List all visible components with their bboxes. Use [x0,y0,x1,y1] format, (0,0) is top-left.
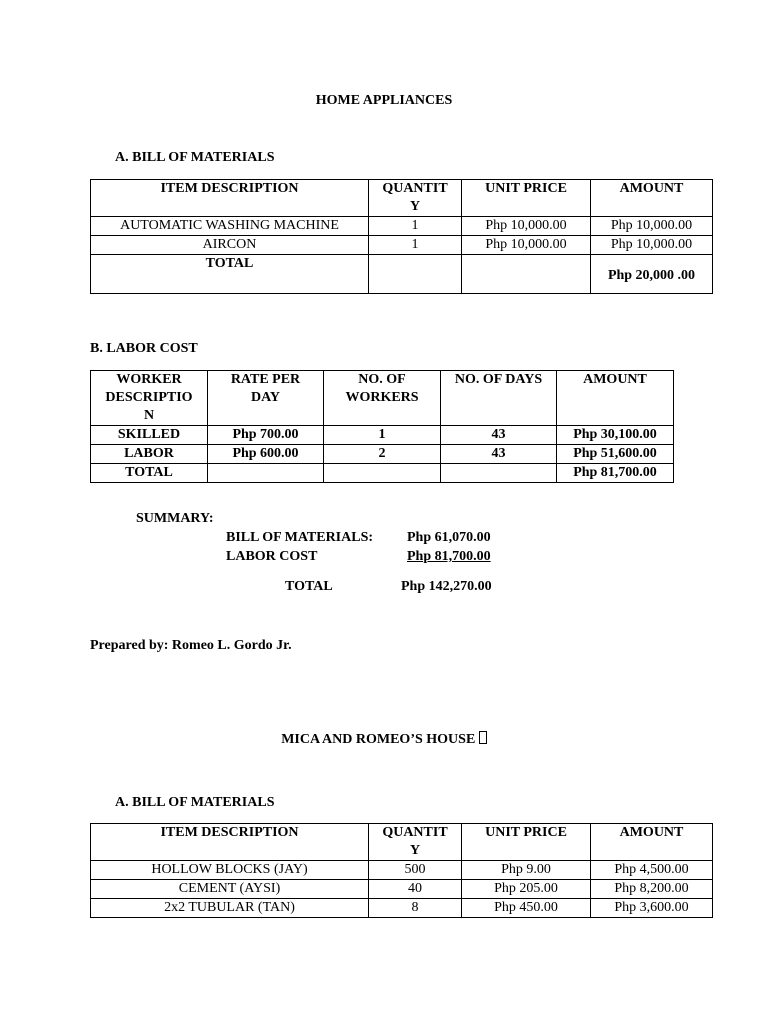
table-row [91,861,713,880]
page-title [0,731,768,748]
cell-unit-price: Php 10,000.00 [462,236,591,255]
labor-cost-table [90,370,674,483]
cell-item: HOLLOW BLOCKS (JAY) [91,861,369,880]
table-total-row [91,464,674,483]
empty-cell [324,464,441,483]
summary-bom-value: Php 61,070.00 [407,530,491,545]
total-label: TOTAL [91,255,369,294]
table-total-row [91,255,713,294]
table-row [91,236,713,255]
table-row [91,217,713,236]
cell-days: 43 [441,426,557,445]
cell-item: AIRCON [91,236,369,255]
header-item-description: ITEM DESCRIPTION [91,180,369,217]
header-unit-price: UNIT PRICE [462,824,591,861]
total-amount: Php 81,700.00 [557,464,674,483]
cell-quantity: 1 [369,236,462,255]
missing-glyph-icon [479,731,487,744]
cell-unit-price: Php 9.00 [462,861,591,880]
header-amount: AMOUNT [591,824,713,861]
bill-of-materials-table [90,823,713,918]
cell-unit-price: Php 10,000.00 [462,217,591,236]
summary-label: SUMMARY: [136,511,214,526]
section-heading-labor-cost: B. LABOR COST [90,341,198,356]
cell-worker: SKILLED [91,426,208,445]
section-heading-bill-of-materials: A. BILL OF MATERIALS [115,795,275,810]
cell-item: CEMENT (AYSI) [91,880,369,899]
bill-of-materials-table [90,179,713,294]
table-row [91,426,674,445]
cell-amount: Php 8,200.00 [591,880,713,899]
cell-days: 43 [441,445,557,464]
cell-worker: LABOR [91,445,208,464]
cell-workers: 2 [324,445,441,464]
cell-amount: Php 30,100.00 [557,426,674,445]
empty-cell [369,255,462,294]
cell-unit-price: Php 205.00 [462,880,591,899]
header-amount: AMOUNT [591,180,713,217]
header-rate-per-day: RATE PER DAY [208,371,324,426]
header-item-description: ITEM DESCRIPTION [91,824,369,861]
header-unit-price: UNIT PRICE [462,180,591,217]
page-title-text: MICA AND ROMEO’S HOUSE [281,732,479,747]
section-heading-bill-of-materials: A. BILL OF MATERIALS [115,150,275,165]
header-no-of-workers: NO. OF WORKERS [324,371,441,426]
prepared-by: Prepared by: Romeo L. Gordo Jr. [90,638,292,653]
cell-item: 2x2 TUBULAR (TAN) [91,899,369,918]
cell-amount: Php 10,000.00 [591,217,713,236]
summary-labor-label: LABOR COST [226,549,318,564]
cell-rate: Php 700.00 [208,426,324,445]
header-no-of-days: NO. OF DAYS [441,371,557,426]
header-quantity: QUANTIT Y [369,180,462,217]
cell-quantity: 500 [369,861,462,880]
cell-amount: Php 3,600.00 [591,899,713,918]
page-title: HOME APPLIANCES [315,93,453,108]
header-amount: AMOUNT [557,371,674,426]
table-header-row [91,180,713,217]
total-amount: Php 20,000 .00 [591,255,713,294]
empty-cell [462,255,591,294]
table-header-row [91,371,674,426]
cell-workers: 1 [324,426,441,445]
total-label: TOTAL [91,464,208,483]
cell-quantity: 1 [369,217,462,236]
table-row [91,445,674,464]
cell-quantity: 8 [369,899,462,918]
cell-amount: Php 10,000.00 [591,236,713,255]
header-quantity: QUANTIT Y [369,824,462,861]
cell-rate: Php 600.00 [208,445,324,464]
cell-unit-price: Php 450.00 [462,899,591,918]
summary-total-value: Php 142,270.00 [401,579,492,594]
cell-amount: Php 51,600.00 [557,445,674,464]
table-header-row [91,824,713,861]
table-row [91,880,713,899]
header-worker-description: WORKER DESCRIPTIO N [91,371,208,426]
table-row [91,899,713,918]
summary-total-label: TOTAL [285,579,333,594]
empty-cell [441,464,557,483]
cell-quantity: 40 [369,880,462,899]
empty-cell [208,464,324,483]
cell-amount: Php 4,500.00 [591,861,713,880]
summary-bom-label: BILL OF MATERIALS: [226,530,374,545]
summary-labor-value: Php 81,700.00 [407,549,491,564]
cell-item: AUTOMATIC WASHING MACHINE [91,217,369,236]
